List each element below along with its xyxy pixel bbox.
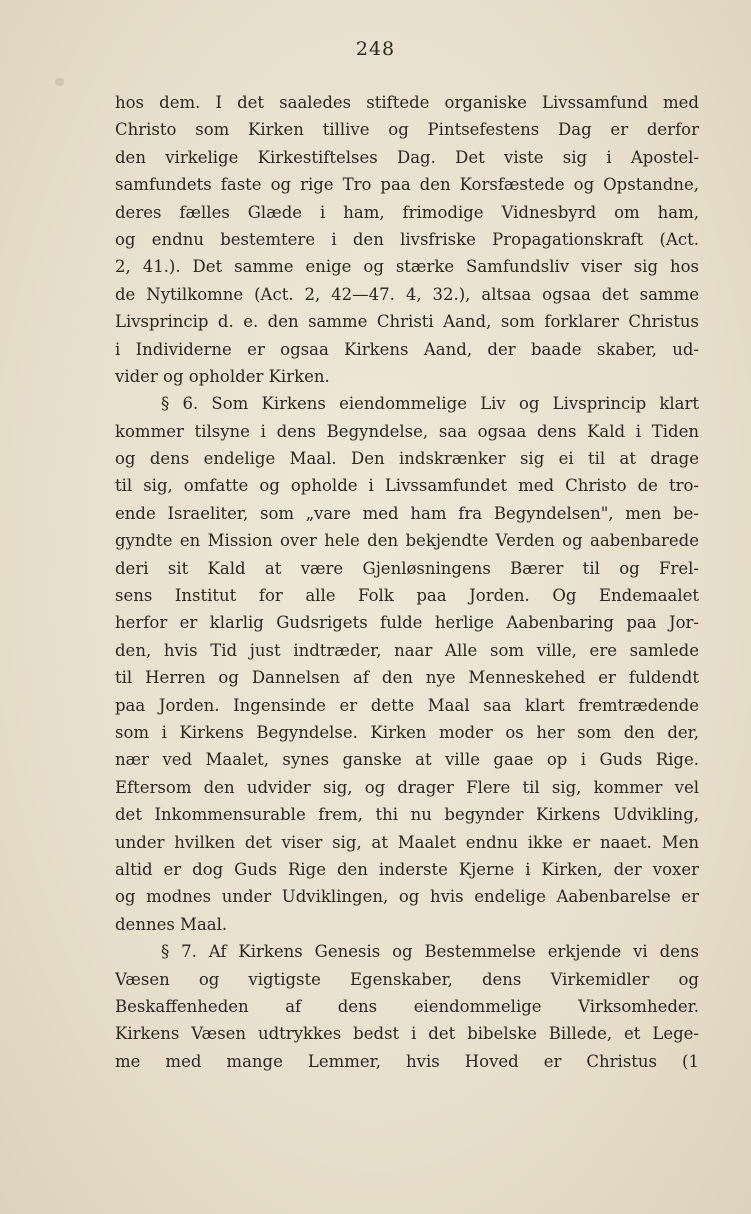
text-line: hos dem. I det saaledes stiftede organiske Livssamfund med xyxy=(115,93,699,112)
text-line: altid er dog Guds Rige den inderste Kjerne i Kirken, der voxer xyxy=(115,859,699,879)
text-line: deres fælles Glæde i ham, frimodige Vidnesbyrd om ham, xyxy=(115,202,699,222)
text-line: de Nytilkomne (Act. 2, 42—47. 4, 32.), altsaa ogsaa det samme xyxy=(115,284,699,304)
text-line: som i Kirkens Begyndelse. Kirken moder os her som den der, xyxy=(115,722,699,742)
text-line: Beskaffenheden af dens eiendommelige Virksomheder. xyxy=(115,996,699,1016)
text-line: herfor er klarlig Gudsrigets fulde herlige Aabenbaring paa Jor- xyxy=(115,613,699,633)
text-line: til Herren og Dannelsen af den nye Menneskehed er fuldendt xyxy=(115,668,699,688)
text-line: paa Jorden. Ingensinde er dette Maal saa klart fremtrædende xyxy=(115,695,699,715)
text-line: samfundets faste og rige Tro paa den Korsfæstede og Opstandne, xyxy=(115,175,699,195)
text-line: nær ved Maalet, synes ganske at ville gaae op i Guds Rige. xyxy=(115,750,699,770)
text-line: Kirkens Væsen udtrykkes bedst i det bibelske Billede, et Lege- xyxy=(115,1024,699,1044)
text-line: og dens endelige Maal. Den indskrænker sig ei til at drage xyxy=(115,449,699,469)
text-line: Eftersom den udvider sig, og drager Flere til sig, kommer vel xyxy=(115,777,699,797)
text-line: dennes Maal. xyxy=(115,914,228,934)
text-line: kommer tilsyne i dens Begyndelse, saa ogsaa dens Kald i Tiden xyxy=(115,421,699,441)
body-text xyxy=(115,89,699,1075)
text-line: 2, 41.). Det samme enige og stærke Samfundsliv viser sig hos xyxy=(115,257,699,277)
text-line: under hvilken det viser sig, at Maalet endnu ikke er naaet. Men xyxy=(115,832,699,852)
text-line: § 6. Som Kirkens eiendommelige Liv og Livsprincip klart xyxy=(161,394,699,414)
text-line: og endnu bestemtere i den livsfriske Propagationskraft (Act. xyxy=(115,229,699,249)
text-line: Væsen og vigtigste Egenskaber, dens Virkemidler og xyxy=(115,969,699,989)
text-line: i Individerne er ogsaa Kirkens Aand, der baade skaber, ud- xyxy=(115,339,699,359)
text-line: vider og opholder Kirken. xyxy=(115,366,330,386)
text-line: gyndte en Mission over hele den bekjendte Verden og aabenbarede xyxy=(115,531,699,551)
text-line: ende Israeliter, som „vare med ham fra Begyndelsen", men be- xyxy=(115,503,699,523)
text-line: § 7. Af Kirkens Genesis og Bestemmelse erkjende vi dens xyxy=(161,942,699,962)
text-line: til sig, omfatte og opholde i Livssamfundet med Christo de tro- xyxy=(115,476,699,496)
text-line: det Inkommensurable frem, thi nu begynder Kirkens Udvikling, xyxy=(115,805,699,825)
text-line: me med mange Lemmer, hvis Hoved er Christus (1 xyxy=(115,1051,699,1071)
page-number: 248 xyxy=(355,38,396,60)
paper-spot xyxy=(55,78,64,86)
text-line: Livsprincip d. e. den samme Christi Aand, som forklarer Christus xyxy=(115,312,699,332)
text-line: og modnes under Udviklingen, og hvis endelige Aabenbarelse er xyxy=(115,887,699,907)
text-line: den virkelige Kirkestiftelses Dag. Det viste sig i Apostel- xyxy=(115,147,699,167)
text-line: den, hvis Tid just indtræder, naar Alle som ville, ere samlede xyxy=(115,640,699,660)
text-line: Christo som Kirken tillive og Pintsefestens Dag er derfor xyxy=(115,120,699,140)
text-line: sens Institut for alle Folk paa Jorden. Og Endemaalet xyxy=(115,586,699,606)
text-line: deri sit Kald at være Gjenløsningens Bærer til og Frel- xyxy=(115,558,699,578)
